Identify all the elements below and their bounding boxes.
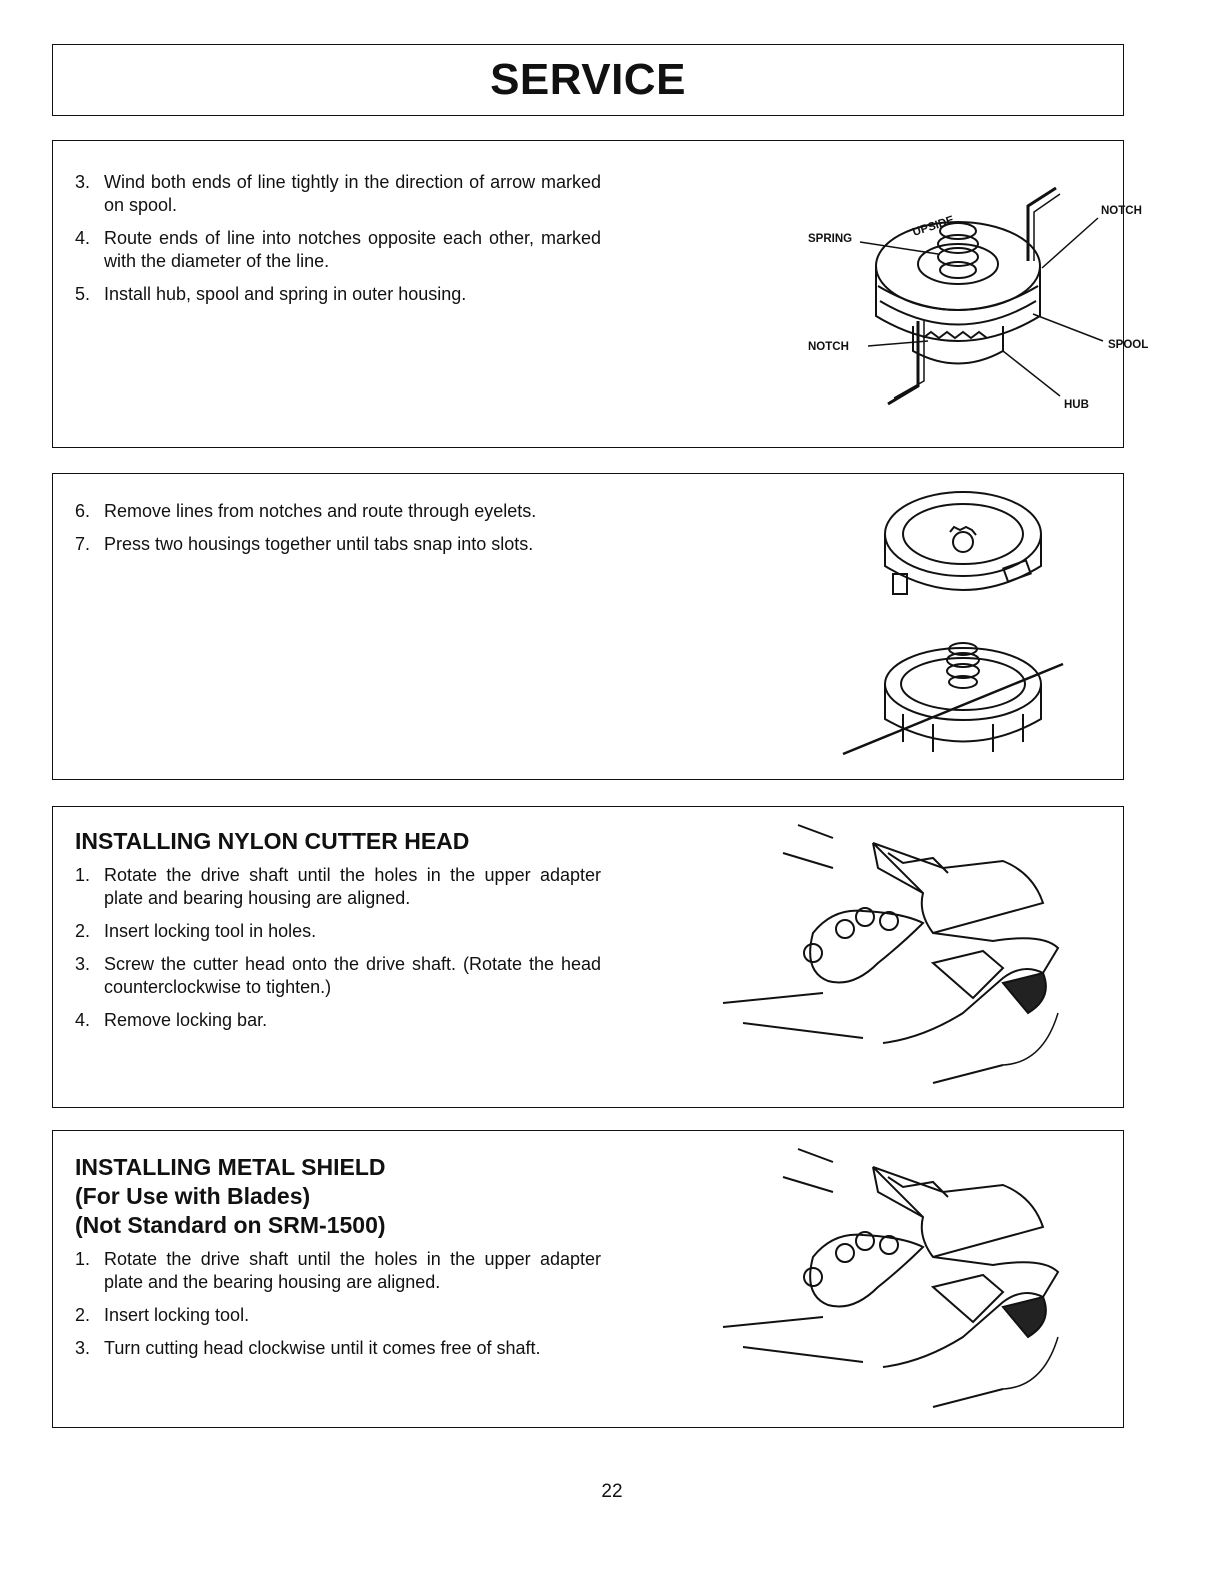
step-number: 4. <box>75 228 91 248</box>
step-item <box>75 1248 601 1294</box>
step-item <box>75 1304 601 1327</box>
step-number: 3. <box>75 1338 91 1358</box>
step-number: 4. <box>75 1010 91 1030</box>
label-notch-left: NOTCH <box>808 341 849 353</box>
step-text: Remove locking bar. <box>104 1010 268 1030</box>
section-wind-line <box>52 140 1149 448</box>
label-spool: SPOOL <box>1108 339 1149 351</box>
step-text: Rotate the drive shaft until the holes in the upper adapter plate and the bearing housing are aligned. <box>104 1249 601 1292</box>
step-text: Press two housings together until tabs snap into slots. <box>104 534 534 554</box>
step-number: 1. <box>75 865 91 885</box>
step-list-container <box>75 1153 601 1370</box>
step-item <box>75 500 601 523</box>
section-title: INSTALLING NYLON CUTTER HEAD <box>75 828 470 854</box>
page-title: SERVICE <box>490 55 686 104</box>
label-notch-top: NOTCH <box>1101 205 1142 217</box>
step-item <box>75 864 601 910</box>
step-text: Turn cutting head clockwise until it comes free of shaft. <box>104 1338 541 1358</box>
section-subtitle-line: (For Use with Blades) <box>75 1183 311 1209</box>
step-number: 6. <box>75 501 91 521</box>
label-spring: SPRING <box>808 233 853 245</box>
step-item <box>75 1337 601 1360</box>
step-text: Insert locking tool. <box>104 1305 250 1325</box>
hand-installing-head-illustration <box>703 813 1103 1105</box>
label-hub: HUB <box>1064 399 1089 411</box>
section-install-nylon-head <box>52 806 1124 1108</box>
section-housings <box>52 473 1124 780</box>
step-text: Install hub, spool and spring in outer housing. <box>104 284 467 304</box>
step-item <box>75 920 601 943</box>
step-number: 3. <box>75 954 91 974</box>
step-text: Remove lines from notches and route through eyelets. <box>104 501 537 521</box>
step-text: Rotate the drive shaft until the holes in the upper adapter plate and bearing housing are aligned. <box>104 865 601 908</box>
step-number: 5. <box>75 284 91 304</box>
step-list-container <box>75 500 601 566</box>
step-number: 3. <box>75 172 91 192</box>
step-text: Route ends of line into notches opposite each other, marked with the diameter of the line. <box>104 228 601 271</box>
section-title-line: INSTALLING METAL SHIELD <box>75 1154 386 1180</box>
section-install-metal-shield <box>52 1130 1124 1428</box>
hand-removing-head-illustration <box>703 1137 1103 1427</box>
step-text: Wind both ends of line tightly in the direction of arrow marked on spool. <box>104 172 601 215</box>
step-item <box>75 533 601 556</box>
spool-assembly-illustration <box>788 176 1149 416</box>
step-list-container <box>75 171 601 316</box>
step-text: Screw the cutter head onto the drive shaft. (Rotate the head counterclockwise to tighten.) <box>104 954 601 997</box>
step-number: 2. <box>75 1305 91 1325</box>
upside-marking: UPSIDE <box>911 214 956 239</box>
header-box <box>52 44 1124 116</box>
step-list-container <box>75 827 601 1042</box>
step-item <box>75 227 601 273</box>
section-title <box>75 1153 601 1240</box>
step-list <box>75 864 601 1032</box>
step-list <box>75 171 601 306</box>
step-list <box>75 500 601 556</box>
step-item <box>75 1009 601 1032</box>
step-number: 2. <box>75 921 91 941</box>
step-list <box>75 1248 601 1360</box>
step-number: 1. <box>75 1249 91 1269</box>
step-item <box>75 283 601 306</box>
step-item <box>75 953 601 999</box>
page-number: 22 <box>601 1481 623 1502</box>
step-number: 7. <box>75 534 91 554</box>
housing-assembly-illustration <box>833 484 1073 769</box>
section-subtitle-line: (Not Standard on SRM-1500) <box>75 1212 386 1238</box>
step-item <box>75 171 601 217</box>
step-text: Insert locking tool in holes. <box>104 921 317 941</box>
